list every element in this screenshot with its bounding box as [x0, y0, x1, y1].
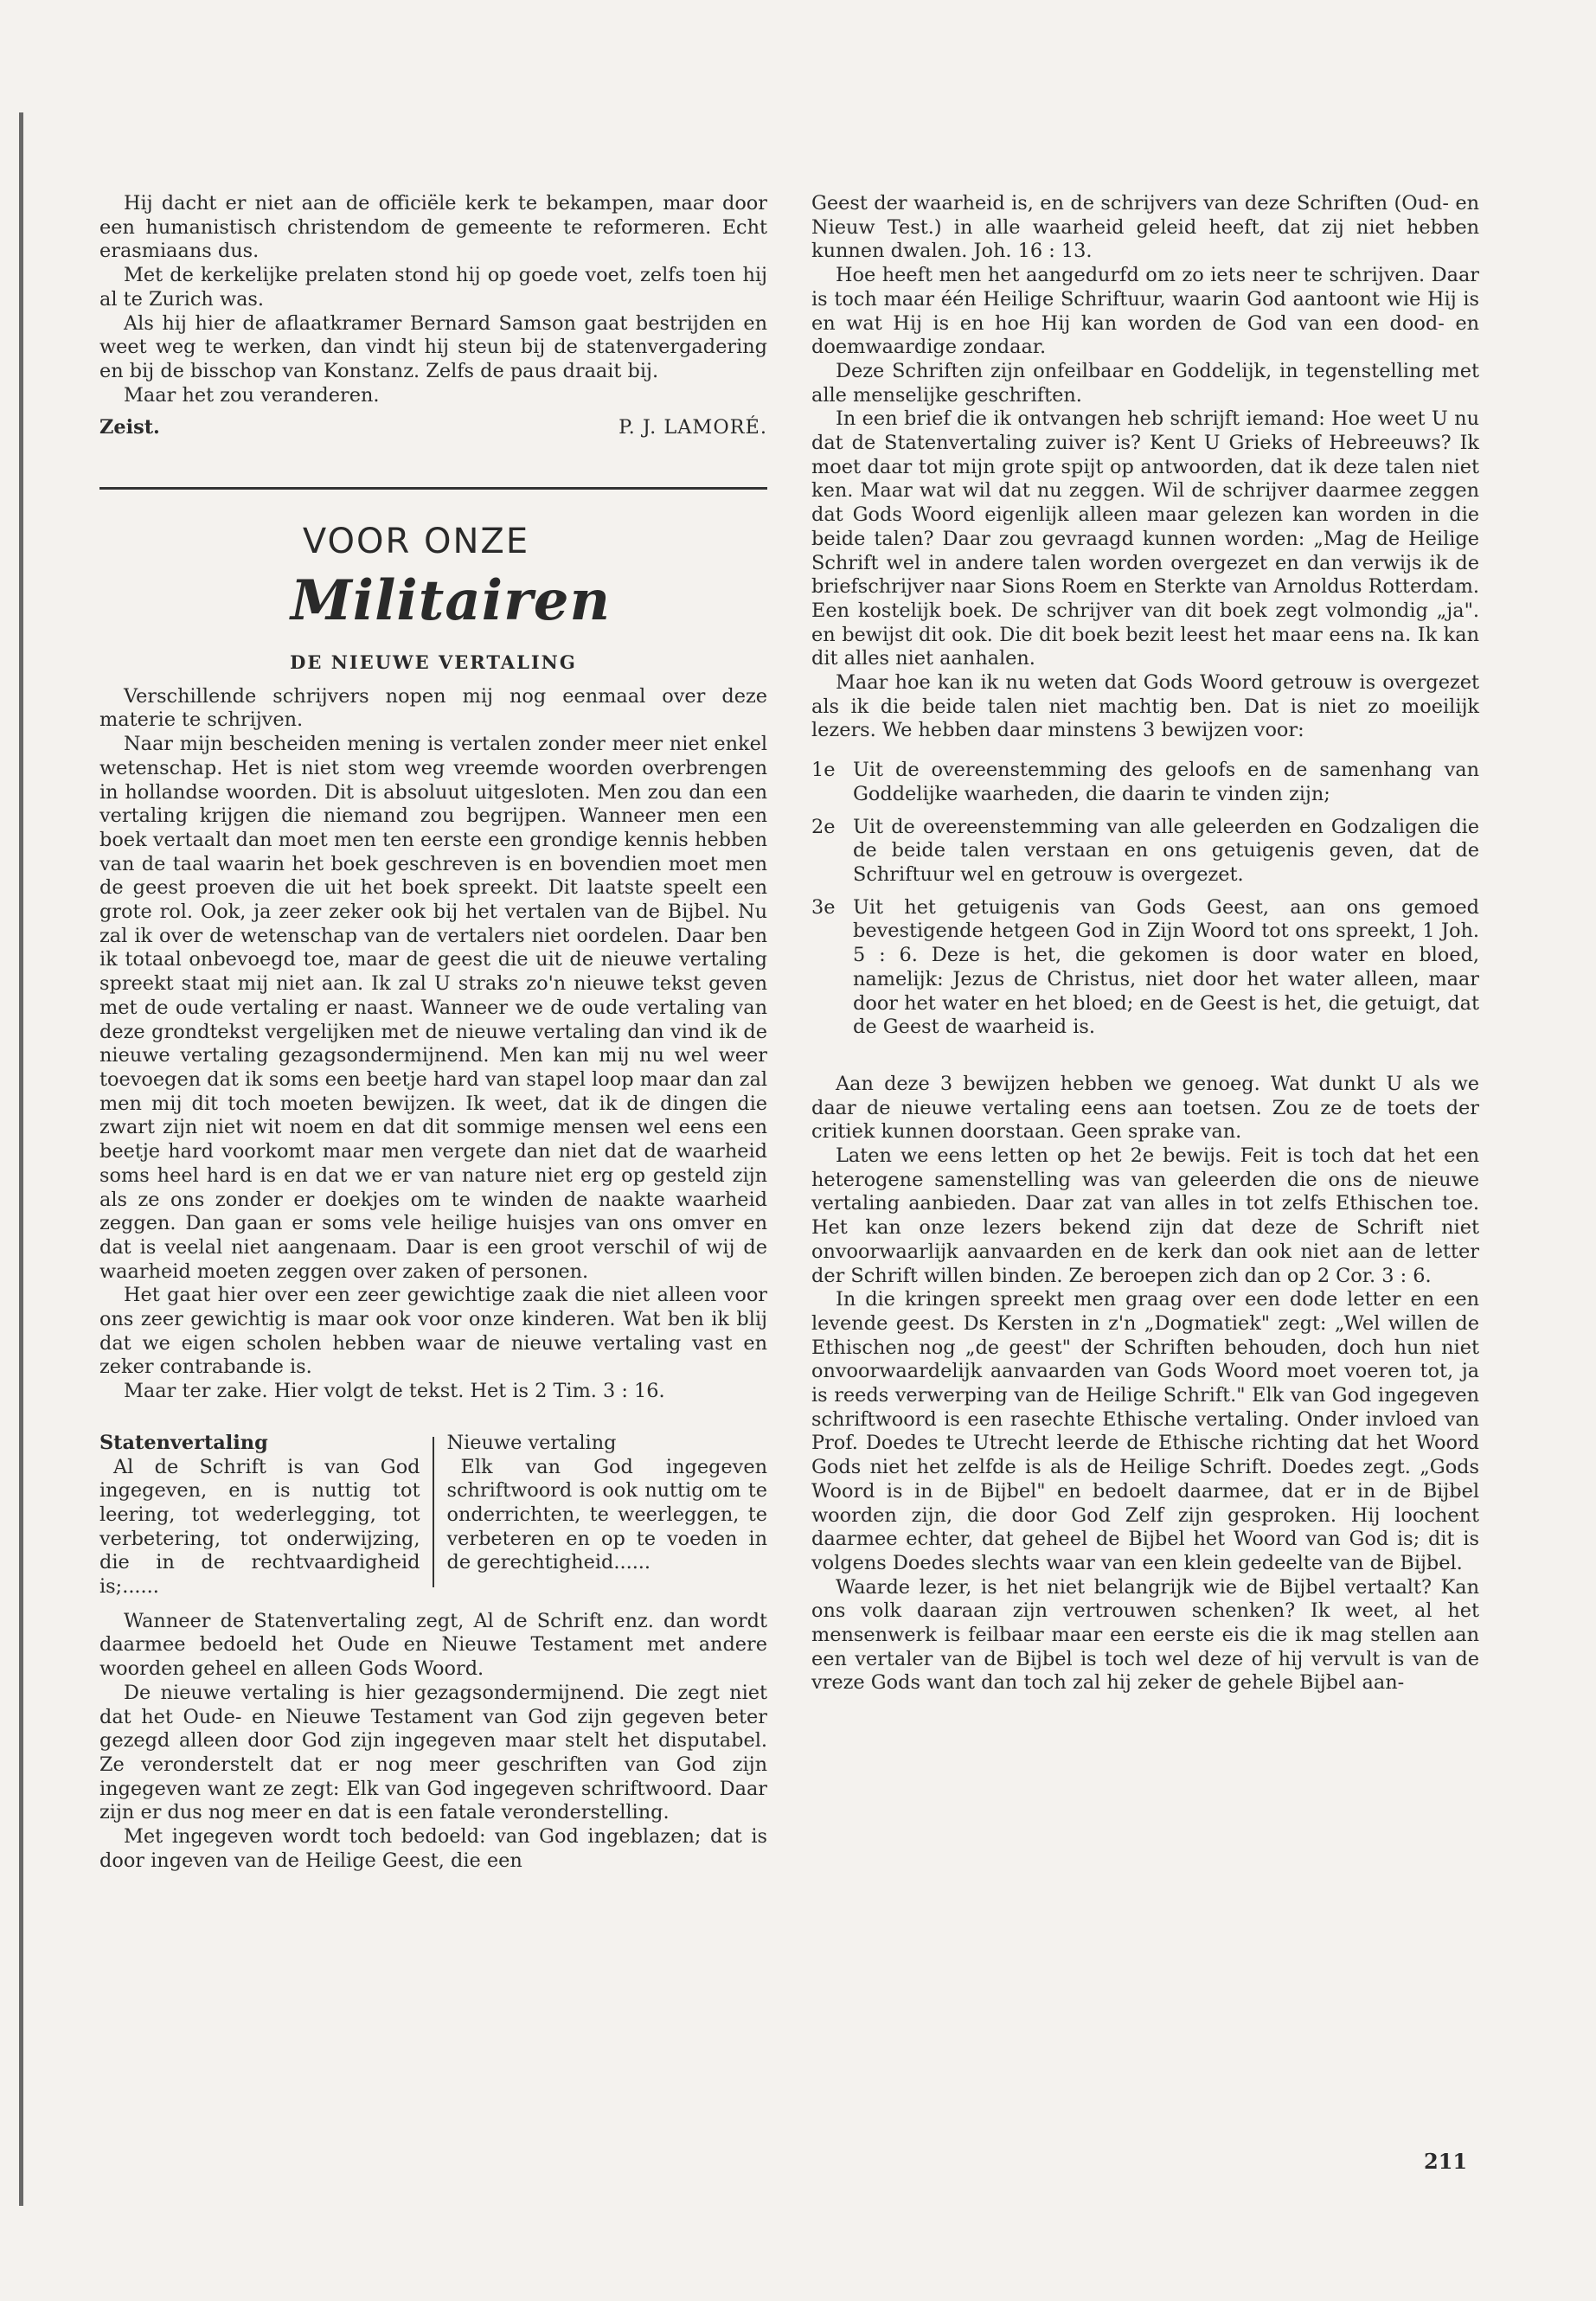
verse-statenvertaling [99, 1432, 420, 1599]
intro-paragraph: Hij dacht er niet aan de officiële kerk te bekampen, maar door een humanistisch christendom de gemeente te reformeren. Echt erasmiaans dus. [99, 192, 767, 263]
verse-title: Statenvertaling [99, 1431, 268, 1454]
right-column [811, 192, 1479, 1695]
verse-text: Al de Schrift is van God ingegeven, en is nuttig tot leering, tot wederlegging, tot verbetering, tot onderwijzing, die in de rechtvaardigheid is;...... [99, 1455, 420, 1599]
signature-author: P. J. LAMORÉ. [619, 416, 767, 439]
intro-paragraph: Als hij hier de aflaatkramer Bernard Samson gaat bestrijden en weet weg te werken, dan vindt hij steun bij de statenvergadering en bij de bisschop van Konstanz. Zelfs de paus draait bij. [99, 311, 767, 382]
section-header-voor: VOOR ONZE [302, 522, 530, 562]
intro-paragraph: Maar het zou veranderen. [124, 383, 380, 407]
list-text: Uit het getuigenis van Gods Geest, aan ons gemoed bevestigende hetgeen God in Zijn Woord tot ons spreekt, 1 Joh. 5 : 6. Deze is het, die gekomen is door water en bloed, namelijk: Jezus de Christus, niet door het water alleen, maar door het water en het bloed; en de Geest is het, die getuigt, dat de Geest de waarheid is. [853, 895, 1479, 1039]
article-paragraph: Aan deze 3 bewijzen hebben we genoeg. Wat dunkt U als we daar de nieuwe vertaling eens aan toetsen. Zou ze de toets der critiek kunnen doorstaan. Geen sprake van. [811, 1072, 1479, 1144]
page-number: 211 [1424, 2149, 1468, 2174]
intro-paragraph: Met de kerkelijke prelaten stond hij op goede voet, zelfs toen hij al te Zurich was. [99, 264, 767, 311]
list-item [811, 759, 1479, 806]
article-paragraph: Het gaat hier over een zeer gewichtige zaak die niet alleen voor ons zeer gewichtig is maar ook voor onze kinderen. Wat ben ik blij dat we eigen scholen hebben waar de nieuwe vertaling vast en zeker contrabande is. [99, 1284, 767, 1379]
article-paragraph: Maar ter zake. Hier volgt de tekst. Het is 2 Tim. 3 : 16. [124, 1380, 665, 1403]
article-paragraph: Hoe heeft men het aangedurfd om zo iets neer te schrijven. Daar is toch maar één Heilige Schriftuur, waarin God aantoont wie Hij is en wat Hij is en hoe Hij kan worden de God van een dood- en doemwaardige zondaar. [811, 264, 1479, 359]
signature-place: Zeist. [99, 416, 160, 439]
verse-comparison [99, 1432, 767, 1599]
list-number: 3e [811, 895, 836, 919]
verse-text: Elk van God ingegeven schriftwoord is ook nuttig om te onderrichten, te weerleggen, te verbeteren en op te voeden in de gerechtigheid...... [446, 1455, 767, 1574]
article-paragraph: Maar hoe kan ik nu weten dat Gods Woord getrouw is overgezet als ik die beide talen niet machtig ben. Dat is niet zo moeilijk lezers. We hebben daar minstens 3 bewijzen voor: [811, 671, 1479, 742]
left-column [99, 192, 767, 1873]
article-paragraph: Deze Schriften zijn onfeilbaar en Goddelijk, in tegenstelling met alle menselijke geschriften. [811, 359, 1479, 407]
list-item [811, 896, 1479, 1040]
verse-nieuwe-vertaling [446, 1432, 767, 1599]
verse-divider [433, 1437, 435, 1587]
list-number: 1e [811, 759, 836, 782]
article-paragraph: In die kringen spreekt men graag over een dode letter en een levende geest. Ds Kersten in z'n „Dogmatiek" zegt: „Wel willen de Ethischen nog „de geest" der Schriften behouden, doch hun niet onvoorwaardelijk aanvaarden van Gods Woord moet voeren tot, ja is reeds verwerping van de Heilige Schrift." Elk van God ingegeven schriftwoord is een rasechte Ethische vertaling. Onder invloed van Prof. Doedes te Utrecht leerde de Ethische richting dat het Woord Gods niet het zelfde is als de Heilige Schrift. Doedes zegt. „Gods Woord is in de Bijbel" en bedoelt daarmee, dat er in de Bijbel woorden zijn, die door God Zelf zijn gesproken. Hij loochent daarmee echter, dat geheel de Bijbel het Woord van God is; dit is volgens Doedes slechts waar van een klein gedeelte van de Bijbel. [811, 1288, 1479, 1574]
list-item [811, 816, 1479, 888]
signature-line [99, 416, 767, 440]
list-number: 2e [811, 815, 836, 838]
section-header-militairen: Militairen [290, 568, 612, 634]
article-paragraph: Wanneer de Statenvertaling zegt, Al de Schrift enz. dan wordt daarmee bedoeld het Oude en Nieuwe Testament met andere woorden geheel en alleen Gods Woord. [99, 1609, 767, 1681]
section-divider [99, 487, 767, 490]
article-paragraph: De nieuwe vertaling is hier gezagsondermijnend. Die zegt niet dat het Oude- en Nieuwe Testament van God zijn gegeven beter gezegd alleen door God zijn ingegeven maar stelt het disputabel. Ze veronderstelt dat er nog meer geschriften van God zijn ingegeven want ze zegt: Elk van God ingegeven schriftwoord. Daar zijn er dus nog meer en dat is een fatale veronderstelling. [99, 1681, 767, 1824]
article-paragraph: Laten we eens letten op het 2e bewijs. Feit is toch dat het een heterogene samenstelling was van geleerden die ons de nieuwe vertaling aanbieden. Daar zat van alles in tot zelfs Ethischen toe. Het kan onze lezers bekend zijn dat deze de Schrift niet onvoorwaarlijk aanvaarden en de kerk dan ook niet aan de letter der Schrift willen binden. Ze beroepen zich dan op 2 Cor. 3 : 6. [811, 1144, 1479, 1287]
article-paragraph: In een brief die ik ontvangen heb schrijft iemand: Hoe weet U nu dat de Statenvertaling zuiver is? Kent U Grieks of Hebreeuws? Ik moet daar tot mijn grote spijt op antwoorden, dat ik deze talen niet ken. Maar wat wil dat nu zeggen. Wil de schrijver daarmee zeggen dat Gods Woord eigenlijk alleen maar gelezen kan worden in die beide talen? Daar zou gevraagd kunnen worden: „Mag de Heilige Schrift wel in andere talen worden overgezet en dan verwijs ik de briefschrijver naar Sions Roem en Sterkte van Arnoldus Rotterdam. Een kostelijk boek. De schrijver van dit boek zegt volmondig „ja". en bewijst dit ook. Die dit boek bezit leest het maar eens na. Ik kan dit alles niet aanhalen. [811, 407, 1479, 670]
list-text: Uit de overeenstemming van alle geleerden en Godzaligen die de beide talen verstaan en ons getuigenis geven, dat de Schriftuur wel en getrouw is overgezet. [853, 815, 1479, 886]
verse-title: Nieuwe vertaling [446, 1431, 617, 1454]
page-edge-shadow [19, 112, 23, 2206]
proof-list [811, 759, 1479, 1040]
article-paragraph: Geest der waarheid is, en de schrijvers van deze Schriften (Oud- en Nieuw Test.) in alle waarheid geleid heeft, dat zij niet hebben kunnen dwalen. Joh. 16 : 13. [811, 192, 1479, 263]
article-paragraph: Verschillende schrijvers nopen mij nog eenmaal over deze materie te schrijven. [99, 684, 767, 732]
spacer [811, 1050, 1479, 1073]
list-text: Uit de overeenstemming des geloofs en de samenhang van Goddelijke waarheden, die daarin te vinden zijn; [853, 759, 1479, 805]
article-headline: DE NIEUWE VERTALING [290, 651, 577, 674]
article-paragraph: Naar mijn bescheiden mening is vertalen zonder meer niet enkel wetenschap. Het is niet stom weg vreemde woorden overbrengen in hollandse woorden. Dit is absoluut uitgesloten. Men zou dan een vertaling krijgen die niemand zou begrijpen. Wanneer men een boek vertaalt dan moet men ten eerste een grondige kennis hebben van de taal waarin het boek geschreven is en bovendien moet men de geest proeven die uit het boek spreekt. Dit laatste speelt een grote rol. Ook, ja zeer zeker ook bij het vertalen van de Bijbel. Nu zal ik over de wetenschap van de vertalers niet oordelen. Daar ben ik totaal onbevoegd toe, maar de geest die uit de nieuwe vertaling spreekt staat mij niet aan. Ik zal U straks zo'n nieuwe tekst geven met de oude vertaling er naast. Wanneer we de oude vertaling van deze grondtekst vergelijken met de nieuwe vertaling dan vind ik de nieuwe vertaling gezagsondermijnend. Men kan mij nu wel weer toevoegen dat ik soms een beetje hard van stapel loop maar dan zal men mij dit toch moeten bewijzen. Ik weet, dat ik de dingen die zwart zijn niet wit noem en dat dit sommige mensen wel eens een beetje hard voorkomt maar men vergete dan niet dat de waarheid soms heel hard is en dat we er van nature niet erg op gesteld zijn als ze ons zonder er doekjes om te winden de naakte waarheid zeggen. Dan gaan er soms vele heilige huisjes van ons omver en dat is veelal niet aangenaam. Daar is een groot verschil of wij de waarheid moeten zeggen over zaken of personen. [99, 733, 767, 1283]
article-paragraph: Met ingegeven wordt toch bedoeld: van God ingeblazen; dat is door ingeven van de Heilige Geest, die een [99, 1825, 767, 1872]
article-paragraph: Waarde lezer, is het niet belangrijk wie de Bijbel vertaalt? Kan ons volk daaraan zijn vertrouwen schenken? Ik weet, al het mensenwerk is feilbaar maar een eerste eis die ik mag stellen aan een vertaler van de Bijbel is toch wel deze of hij vervult is van de vreze Gods want dan toch zal hij zeker de gehele Bijbel aan- [811, 1575, 1479, 1695]
